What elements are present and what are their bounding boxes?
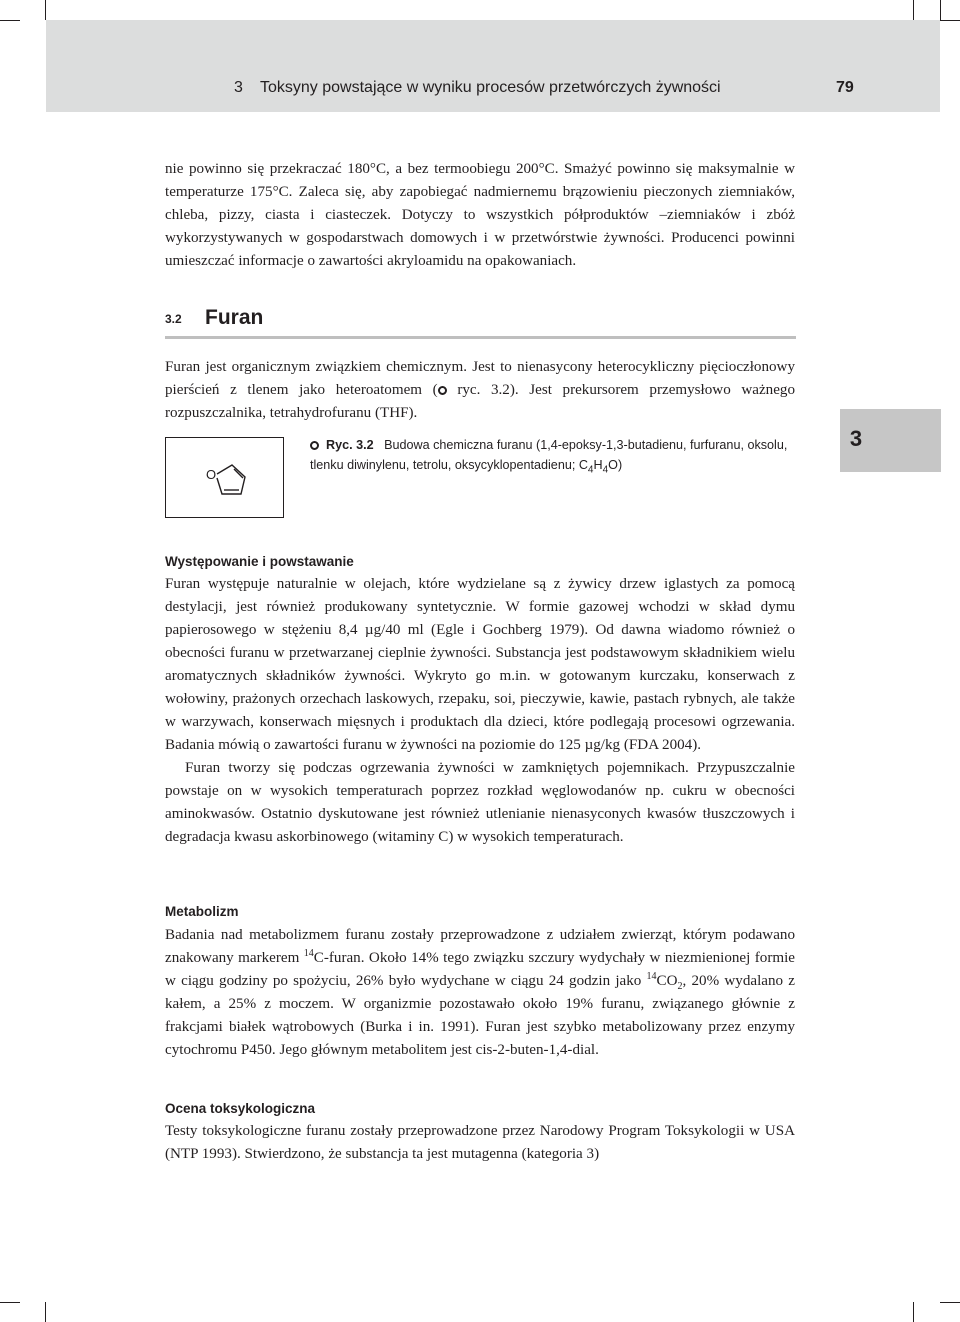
furan-structure-figure [165, 437, 284, 518]
crop-mark [940, 1302, 960, 1303]
metabolism-text: Badania nad metabolizmem furanu zostały przeprowadzone z udziałem zwierząt, którym podawano znakowany markerem $^{14}$C-furan. Około 14% tego związku szczury wydychały w niezmienionej formie w ciągu godziny po spożyciu, 26% było wydychane w ciągu 24 godzin jako $^{14}CO_2$, 20% wydalano z kałem, a 25% z moczem. W organizmie pozostawało około 19% furanu, związanego głównie z frakcjami białek wątrobowych (Burka i in. 1991). Furan jest szybko metabolizowany przez enzymy cytochromu P450. Jego głównym metabolitem jest cis-2-buten-1,4-dial. [165, 927, 795, 1058]
page-number: 79 [836, 79, 854, 96]
chapter-number: 3 [234, 79, 243, 96]
toxicology-text: Testy toksykologiczne furanu zostały przeprowadzone przez Narodowy Program Toksykologii w USA (NTP 1993). Stwierdzono, że substancja ta jest mutagenna (kategoria 3) [165, 1123, 795, 1162]
crop-mark [0, 1302, 20, 1303]
subheading-occurrence: Występowanie i powstawanie [165, 554, 354, 569]
crop-mark [45, 0, 46, 20]
figure-caption: Ryc. 3.2 Budowa chemiczna furanu (1,4-epoksy-1,3-butadienu, furfuranu, oksolu, tlenku diwinylenu, tetrolu, oksycyklopentadienu; $C_4H_4O$) [310, 438, 788, 476]
crop-mark [913, 1302, 914, 1322]
crop-mark [913, 0, 914, 20]
occurrence-text: Furan występuje naturalnie w olejach, które wydzielane są z żywicy drzew iglastych za pomocą destylacji, jest również produkowany syntetycznie. W formie gazowej wchodzi w skład dymu papierosowego w stężeniu 8,4 µg/40 ml (Egle i Gochberg 1979). Od dawna wiadomo również o obecności furanu w przetwarzanej cieplnie żywności. Substancja jest podstawowym składnikiem wielu aromatycznych składników żywności. Wykryto go m.in. w gotowanym kurczaku, konserwach z wołowiny, prażonych orzechach laskowych, rzepaku, soi, pieczywie, kawie, pastach rybnych, ale także w warzywach, konserwach mięsnych i produktach dla dzieci, które podlegają procesowi ogrzewania. Badania mówią o zawartości furanu w żywności na poziomie do 125 µg/kg (FDA 2004). Furan tworzy się podczas ogrzewania żywności w zamkniętych pojemnikach. Przypuszczalnie powstaje on w wysokich temperaturach poprzez rozkład węglowodanów np. cukru w obecności aminokwasów. Ostatnio dyskutowane jest również utlenianie nienasyconych kwasów tłuszczowych i degradacja kwasu askorbinowego (witaminy C) w wysokich temperaturach. [165, 576, 795, 845]
section-title: Furan [205, 306, 264, 329]
subheading-toxicology: Ocena toksykologiczna [165, 1101, 316, 1116]
crop-mark [0, 20, 20, 21]
section-rule [165, 336, 796, 339]
subheading-metabolism: Metabolizm [165, 904, 239, 919]
intro-paragraph: nie powinno się przekraczać 180°C, a bez termoobiegu 200°C. Smażyć powinno się maksymalnie w temperaturze 175°C. Zaleca się, aby zapobiegać nadmiernemu brązowieniu pieczonych ziemniaków, chleba, pizzy, ciasta i ciasteczek. Dotyczy to wszystkich półproduktów –ziemniaków i zbóż wykorzystywanych w gospodarstwach domowych i w przetwórstwie żywności. Producenci powinni umieszczać informacje o zawartości akryloamidu na opakowaniach. [165, 161, 795, 269]
figure-reference-icon [438, 386, 447, 395]
furan-intro-paragraph: Furan jest organicznym związkiem chemicznym. Jest to nienasycony heterocykliczny pięcioczłonowy pierścień z tlenem jako heteroatomem ( ryc. 3.2). Jest prekursorem przemysłowo ważnego rozpuszczalnika, tetrahydrofuranu (THF). [165, 359, 795, 421]
section-number: 3.2 [165, 312, 182, 326]
chapter-title: Toksyny powstające w wyniku procesów przetwórczych żywności [260, 79, 721, 96]
figure-label: Ryc. 3.2 [326, 438, 374, 452]
crop-mark [45, 1302, 46, 1322]
oxygen-atom-label: O [206, 467, 217, 482]
figure-marker-icon [310, 441, 319, 450]
crop-mark [940, 20, 960, 21]
running-header [46, 20, 940, 112]
chapter-thumb-tab: 3 [840, 409, 941, 472]
figure-reference-link[interactable]: ryc. 3.2 [457, 382, 510, 398]
crop-mark [940, 0, 941, 20]
furan-ring-diagram [166, 438, 285, 519]
